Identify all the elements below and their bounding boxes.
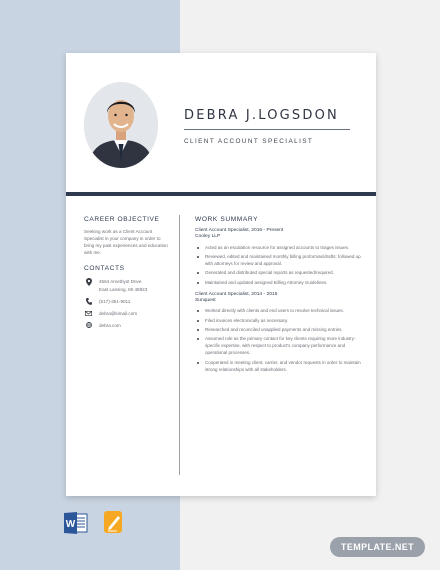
job-bullets — [195, 307, 363, 373]
contact-email — [84, 310, 172, 317]
job-entry — [195, 228, 363, 286]
job-bullet: Worked directly with clients and end users to resolve technical issues. — [195, 307, 363, 314]
career-objective-text: Seeking work as a Client Account Specialist in your company in order to bring my past experiences and education with me. — [84, 229, 168, 256]
job-bullet: Generated and distributed special reports as requested/required. — [195, 269, 363, 276]
contact-address — [84, 278, 172, 292]
profile-photo — [84, 82, 158, 168]
job-title: Client Account Specialist, 2014 - 2016 — [195, 291, 278, 297]
job-bullets — [195, 244, 363, 286]
job-bullet: Reviewed, edited and maintained monthly billing proformas/drafts; followed up with attorneys for review and approval. — [195, 253, 363, 267]
job-company: Cooley LLP — [195, 234, 221, 240]
address-line-2: East Lansing, MI 48823 — [99, 286, 148, 292]
column-divider — [179, 215, 180, 475]
contact-website — [84, 322, 172, 329]
pages-format-icon[interactable] — [103, 510, 125, 534]
work-summary-heading: WORK SUMMARY — [195, 216, 259, 223]
job-bullet: Acted as an escalation resource for assigned accounts to triages issues. — [195, 244, 363, 251]
job-title: Client Account Specialist, 2016 - Present — [195, 228, 284, 233]
email-address[interactable]: debra@kimail.com — [99, 310, 138, 316]
contact-phone — [84, 298, 172, 305]
right-column — [195, 216, 363, 375]
left-column — [84, 216, 172, 334]
contacts-heading: CONTACTS — [84, 265, 125, 273]
person-portrait-icon — [84, 82, 158, 168]
job-entry — [195, 292, 363, 373]
job-bullet: Researched and reconciled unapplied payments and missing entries. — [195, 326, 363, 333]
name-underline — [184, 129, 350, 130]
career-objective-heading: CAREER OBJECTIVE — [84, 216, 160, 223]
contact-list — [84, 278, 172, 329]
email-icon — [84, 310, 93, 317]
website-url[interactable]: debra.com — [99, 322, 121, 328]
job-bullet: Cooperated in meeting client, carrier, and vendor requests in order to maintain strong relationships with all stakeholders. — [195, 359, 363, 373]
word-format-icon[interactable] — [64, 512, 88, 534]
address-line-1: 4564 Amethyst Drive — [99, 279, 142, 285]
phone-icon — [84, 298, 93, 305]
phone-number: (517)-351-9011 — [99, 298, 131, 304]
resume-job-title: CLIENT ACCOUNT SPECIALIST — [184, 138, 314, 145]
globe-icon — [84, 322, 93, 329]
resume-name: DEBRA J.LOGSDON — [184, 108, 339, 123]
job-bullet: Maintained and updated assigned Billing Attorney Guidelines. — [195, 279, 363, 286]
job-bullet: Filed invoices electronically as necessary. — [195, 317, 363, 324]
location-pin-icon — [84, 278, 93, 285]
header-divider-band — [66, 192, 376, 196]
template-net-logo[interactable]: TEMPLATE.NET — [330, 537, 425, 557]
job-company: Sunquest — [195, 298, 216, 304]
job-bullet: Assumed role as the primary contact for key clients requiring more industry-specific expertise, with respect to product's company performance and operational processes. — [195, 335, 363, 357]
resume-page — [66, 53, 376, 496]
word-letter: W — [65, 519, 76, 530]
